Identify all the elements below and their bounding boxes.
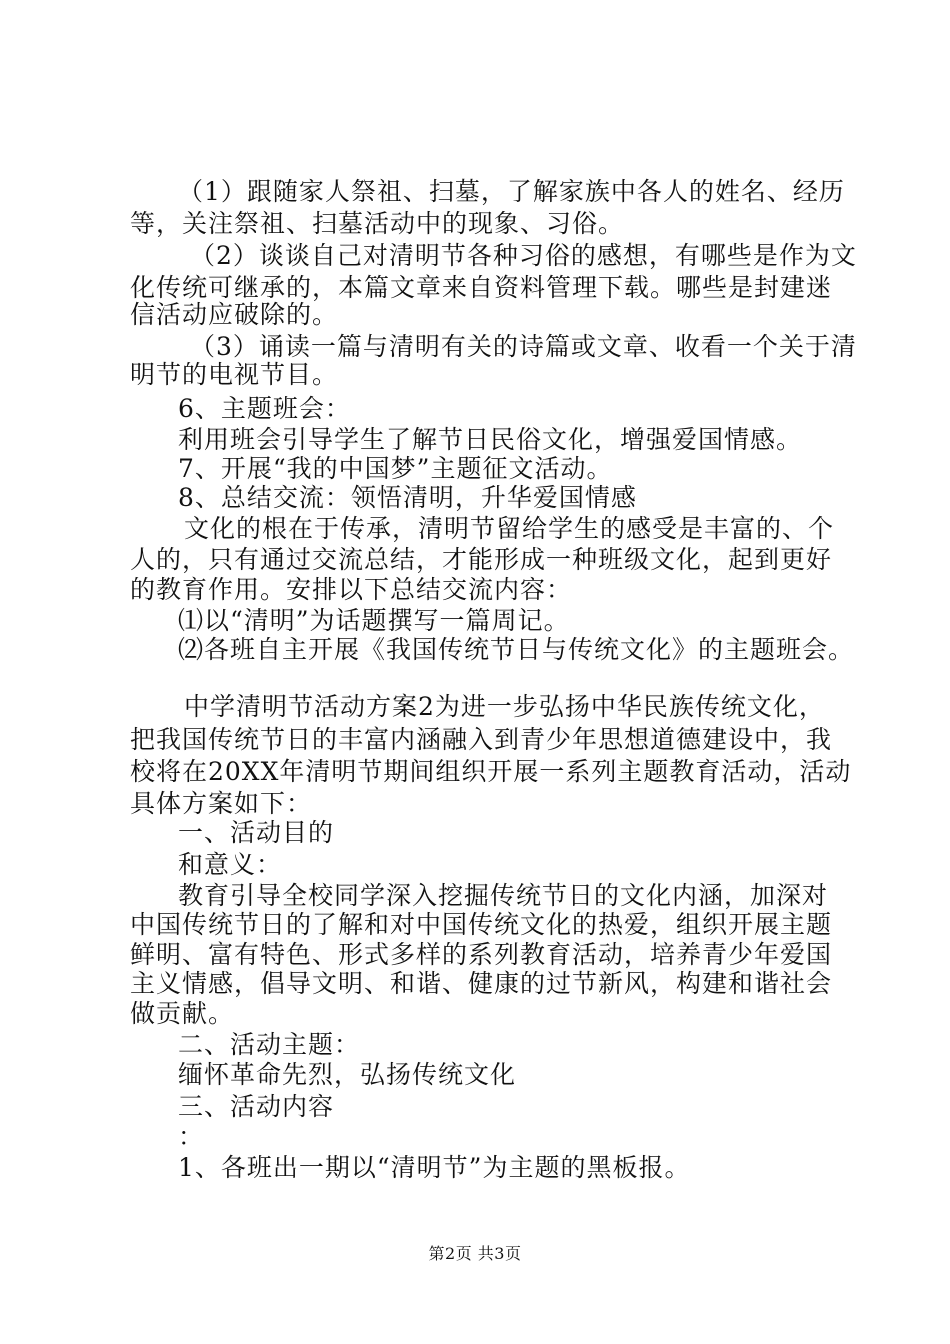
text-line: （1）跟随家人祭祖、扫墓，了解家族中各人的姓名、经历 xyxy=(178,177,845,206)
text-line: 文化的根在于传承，清明节留给学生的感受是丰富的、个 xyxy=(184,514,835,543)
text-line: 中学清明节活动方案2为进一步弘扬中华民族传统文化， xyxy=(184,692,825,721)
text-line: 7、开展“我的中国梦”主题征文活动。 xyxy=(178,454,613,483)
text-line: 教育引导全校同学深入挖掘传统节日的文化内涵，加深对 xyxy=(178,881,829,910)
text-line: 做贡献。 xyxy=(130,999,235,1028)
text-line: ⑵各班自主开展《我国传统节日与传统文化》的主题班会。 xyxy=(178,635,855,664)
text-line: （2）谈谈自己对清明节各种习俗的感想，有哪些是作为文 xyxy=(190,241,857,270)
text-line: 二、活动主题： xyxy=(178,1030,361,1059)
text-line: 主义情感，倡导文明、和谐、健康的过节新风，构建和谐社会 xyxy=(130,969,833,998)
text-line: 一、活动目的 xyxy=(178,818,335,847)
text-line: 三、活动内容 xyxy=(178,1092,335,1121)
text-line: 中国传统节日的了解和对中国传统文化的热爱，组织开展主题 xyxy=(130,910,833,939)
text-line: 的教育作用。安排以下总结交流内容： xyxy=(130,575,573,604)
text-line: 6、主题班会： xyxy=(178,394,351,423)
text-line: 具体方案如下： xyxy=(130,789,313,818)
text-line: 把我国传统节日的丰富内涵融入到青少年思想道德建设中，我 xyxy=(130,725,833,754)
text-line: 鲜明、富有特色、形式多样的系列教育活动，培养青少年爱国 xyxy=(130,940,833,969)
text-line: 缅怀革命先烈，弘扬传统文化 xyxy=(178,1060,517,1089)
text-line: 人的，只有通过交流总结，才能形成一种班级文化，起到更好 xyxy=(130,545,833,574)
page-number-footer: 第2页 共3页 xyxy=(428,1244,522,1263)
text-line: 等，关注祭祖、扫墓活动中的现象、习俗。 xyxy=(130,209,625,238)
text-line: 利用班会引导学生了解节日民俗文化，增强爱国情感。 xyxy=(178,425,803,454)
text-line: 1、各班出一期以“清明节”为主题的黑板报。 xyxy=(178,1153,691,1182)
text-line: 校将在20XX年清明节期间组织开展一系列主题教育活动，活动 xyxy=(130,757,852,786)
text-line: 信活动应破除的。 xyxy=(130,300,339,329)
text-line: ⑴以“清明”为话题撰写一篇周记。 xyxy=(178,606,570,635)
text-line: 化传统可继承的，本篇文章来自资料管理下载。哪些是封建迷 xyxy=(130,273,833,302)
text-line: （3）诵读一篇与清明有关的诗篇或文章、收看一个关于清 xyxy=(190,332,857,361)
text-line: 8、总结交流：领悟清明，升华爱国情感 xyxy=(178,483,637,512)
text-line: 明节的电视节目。 xyxy=(130,360,339,389)
text-line: 和意义： xyxy=(178,850,283,879)
text-line: ： xyxy=(178,1122,205,1151)
